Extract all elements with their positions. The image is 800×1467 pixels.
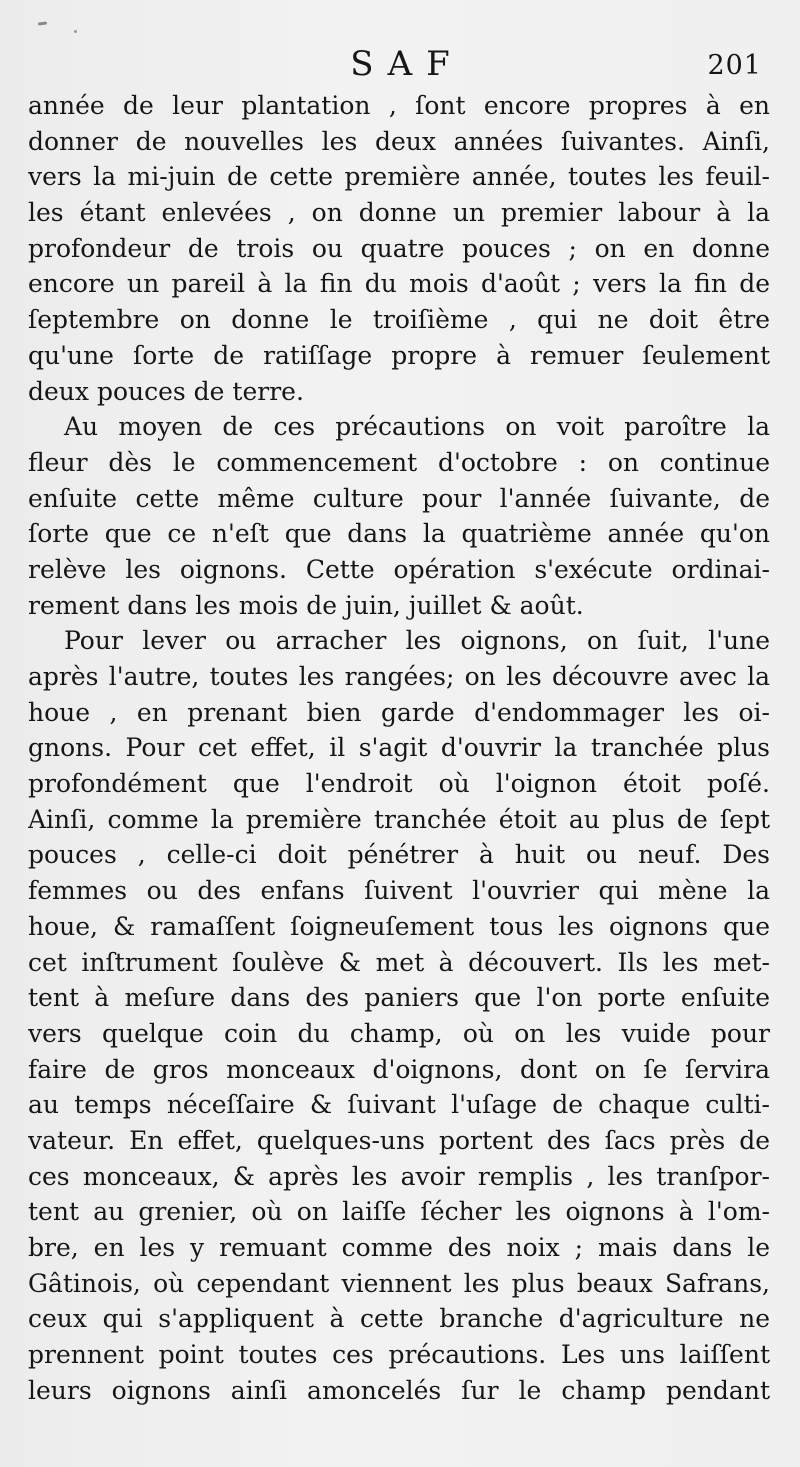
text-line: tent à meſure dans des paniers que l'on porte enſuite (28, 983, 770, 1013)
text-line: prennent point toutes ces précautions. Les uns laiſſent (28, 1340, 770, 1370)
ink-speck (74, 30, 77, 33)
text-line: Pour lever ou arracher les oignons, on ſuit, l'une (64, 626, 770, 656)
text-line: ces monceaux, & après les avoir remplis , les tranſpor- (28, 1161, 770, 1191)
text-line: encore un pareil à la fin du mois d'août ; vers la fin de (28, 269, 770, 299)
text-line: Au moyen de ces précautions on voit paroître la (64, 412, 770, 442)
text-line: houe, & ramaſſent ſoigneuſement tous les oignons que (28, 911, 770, 941)
text-line: femmes ou des enfans ſuivent l'ouvrier qui mène la (28, 876, 770, 906)
ink-speck (38, 21, 47, 25)
paragraph (28, 88, 770, 409)
text-line: gnons. Pour cet effet, il s'agit d'ouvrir la tranchée plus (28, 733, 770, 763)
text-line: donner de nouvelles les deux années ſuivantes. Ainſi, (28, 126, 770, 156)
text-line: vers la mi-juin de cette première année, toutes les feuil- (28, 162, 770, 192)
text-line: après l'autre, toutes les rangées; on les découvre avec la (28, 662, 770, 691)
text-line: ceux qui s'appliquent à cette branche d'agriculture ne (28, 1304, 770, 1334)
text-line: vers quelque coin du champ, où on les vuide pour (28, 1018, 770, 1048)
running-head (0, 44, 800, 92)
text-line: bre, en les y remuant comme des noix ; mais dans le (28, 1233, 770, 1262)
paragraph (28, 409, 770, 623)
text-line: ſorte que ce n'eſt que dans la quatrième année qu'on (28, 519, 770, 549)
page-number: 201 (707, 50, 762, 81)
text-line: cet inſtrument ſoulève & met à découvert. Ils les met- (28, 947, 770, 977)
text-line: année de leur plantation , ſont encore propres à en (28, 91, 770, 120)
text-line: pouces , celle-ci doit pénétrer à huit ou neuf. Des (28, 840, 770, 870)
text-line: profondément que l'endroit où l'oignon étoit poſé. (28, 769, 770, 799)
text-line: rement dans les mois de juin, juillet & août. (28, 590, 584, 620)
text-line: les étant enlevées , on donne un premier labour à la (28, 198, 770, 228)
paragraph (28, 623, 770, 1408)
running-title: SAF (350, 44, 464, 84)
text-line: fleur dès le commencement d'octobre : on continue (28, 447, 770, 477)
text-line: tent au grenier, où on laiſſe ſécher les oignons à l'om- (28, 1197, 770, 1227)
text-line: Gâtinois, où cependant viennent les plus beaux Safrans, (28, 1268, 770, 1298)
text-line: qu'une ſorte de ratiſſage propre à remuer ſeulement (28, 340, 770, 370)
text-line: relève les oignons. Cette opération s'exécute ordinai- (28, 554, 770, 584)
text-line: enſuite cette même culture pour l'année ſuivante, de (28, 483, 770, 513)
text-line: au temps néceſſaire & ſuivant l'uſage de chaque culti- (28, 1090, 770, 1120)
text-line: leurs oignons ainſi amoncelés ſur le champ pendant (28, 1375, 770, 1405)
text-line: profondeur de trois ou quatre pouces ; on en donne (28, 233, 770, 263)
text-line: faire de gros monceaux d'oignons, dont on ſe ſervira (28, 1054, 770, 1084)
text-line: ſeptembre on donne le troiſième , qui ne doit être (28, 305, 770, 335)
text-line: vateur. En effet, quelques-uns portent des ſacs près de (28, 1125, 770, 1155)
body-text (28, 88, 770, 1408)
text-line: houe , en prenant bien garde d'endommager les oi- (28, 697, 770, 727)
text-line: Ainſi, comme la première tranchée étoit au plus de ſept (28, 804, 770, 834)
text-line: deux pouces de terre. (28, 376, 304, 406)
